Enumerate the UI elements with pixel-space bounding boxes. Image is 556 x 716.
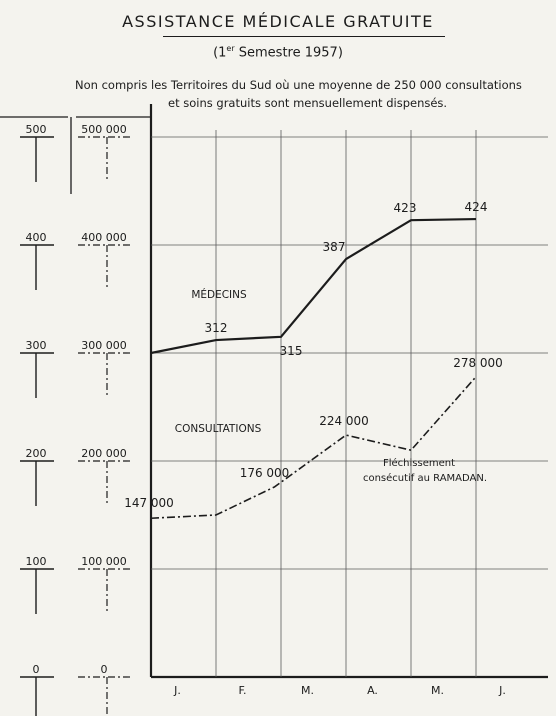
series-name-consultations: CONSULTATIONS [174, 423, 262, 435]
left-axis-tick-label: 400 [25, 231, 47, 244]
x-axis-tick-label: J. [174, 684, 181, 697]
chart-title: ASSISTANCE MÉDICALE GRATUITE [122, 12, 434, 31]
left-axis-tick-label: 300 [25, 339, 47, 352]
right-axis-tick-label: 300 000 [81, 339, 127, 352]
data-label-medecins: 423 [393, 201, 417, 216]
chart-subtitle: (1er Semestre 1957) [213, 44, 343, 61]
data-labels [124, 200, 503, 510]
data-label-consultations: 278 000 [453, 355, 503, 370]
right-axis-tick-label: 200 000 [81, 447, 127, 460]
left-axis-tick-label: 100 [25, 555, 47, 568]
right-axis-tick-label: 0 [100, 663, 108, 676]
right-axis-tick-label: 100 000 [81, 555, 127, 568]
note-line-2: et soins gratuits sont mensuellement dispensés. [168, 96, 448, 110]
left-axis-tick-label: 200 [25, 447, 47, 460]
left-axis-tick-label: 500 [25, 123, 47, 136]
series-medecins-line [151, 219, 476, 353]
data-label-consultations: 147 000 [124, 496, 174, 511]
x-axis-tick-label: J. [499, 684, 506, 697]
gridlines [151, 130, 548, 677]
x-axis-tick-label: A. [367, 684, 378, 697]
subtitle-superscript: er [226, 44, 235, 53]
series-consultations-line [151, 377, 476, 518]
axes-layer [0, 104, 548, 716]
data-label-consultations: 224 000 [319, 414, 369, 429]
note-line-1: Non compris les Territoires du Sud où une moyenne de 250 000 consultations [75, 78, 522, 92]
annotation-line-1: Fléchissement [382, 458, 456, 469]
data-label-medecins: 387 [322, 240, 346, 255]
x-axis-tick-label: M. [301, 684, 314, 697]
data-label-medecins: 424 [464, 200, 488, 215]
x-axis-tick-label: M. [431, 684, 444, 697]
data-label-consultations: 176 000 [239, 465, 290, 480]
right-axis-tick-label: 400 000 [81, 231, 127, 244]
data-label-medecins: 315 [279, 343, 303, 358]
x-axis-tick-label: F. [238, 684, 247, 697]
data-label-medecins: 312 [204, 321, 228, 336]
left-axis-tick-label: 0 [32, 663, 40, 676]
series-name-medecins: MÉDECINS [191, 289, 247, 301]
annotation-line-2: consécutif au RAMADAN. [362, 473, 488, 484]
right-axis-tick-label: 500 000 [81, 123, 127, 136]
